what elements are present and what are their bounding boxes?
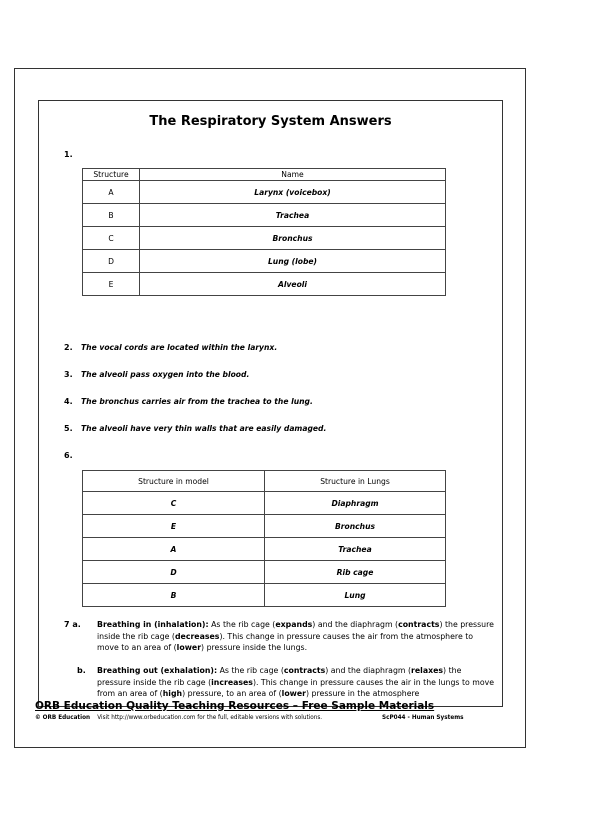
table-row [83, 181, 446, 204]
table-header-structure: Structure [83, 169, 140, 181]
table-row [83, 515, 446, 538]
model-lungs-table [82, 470, 446, 607]
model-cell: D [83, 561, 265, 584]
footer-visit-link[interactable]: Visit http://www.orbeducation.com for the full, editable versions with solutions. [97, 715, 323, 721]
answer-7a-lead: Breathing in (inhalation): [97, 620, 209, 629]
table-header-model: Structure in model [83, 471, 265, 492]
model-cell: B [83, 584, 265, 607]
lungs-cell: Trachea [265, 538, 446, 561]
table-row [83, 204, 446, 227]
question-5-answer: The alveoli have very thin walls that are easily damaged. [81, 424, 327, 433]
question-2-number: 2. [64, 343, 73, 352]
name-cell: Larynx (voicebox) [140, 181, 446, 204]
page-border [14, 68, 526, 748]
structure-name-table [82, 168, 446, 296]
worksheet-frame [38, 100, 503, 707]
question-7b-number: b. [77, 666, 86, 675]
answer-7b-lead: Breathing out (exhalation): [97, 666, 218, 675]
structure-cell: C [83, 227, 140, 250]
table-header-lungs: Structure in Lungs [265, 471, 446, 492]
answer-7a-paragraph: Breathing in (inhalation): As the rib cage (expands) and the diaphragm (contracts) the pressure inside the rib cage (decreases). This change in pressure causes the air from the atmosphere to move to an area of (lower) pressure inside the lungs. [97, 620, 494, 652]
lungs-cell: Lung [265, 584, 446, 607]
question-7a-number: 7 a. [64, 620, 81, 629]
table-row [83, 584, 446, 607]
question-3-number: 3. [64, 370, 73, 379]
table-header-name: Name [140, 169, 446, 181]
name-cell: Bronchus [140, 227, 446, 250]
lungs-cell: Diaphragm [265, 492, 446, 515]
name-cell: Trachea [140, 204, 446, 227]
table-row [83, 227, 446, 250]
footer-copyright: © ORB Education [35, 715, 91, 721]
table-row [83, 492, 446, 515]
question-4-number: 4. [64, 397, 73, 406]
table-row [83, 561, 446, 584]
table-row [83, 273, 446, 296]
table-row [83, 538, 446, 561]
model-cell: A [83, 538, 265, 561]
model-cell: C [83, 492, 265, 515]
footer-title: ORB Education Quality Teaching Resources – Free Sample Materials [35, 700, 435, 712]
lungs-cell: Rib cage [265, 561, 446, 584]
question-4-answer: The bronchus carries air from the trachea to the lung. [81, 397, 313, 406]
name-cell: Lung (lobe) [140, 250, 446, 273]
name-cell: Alveoli [140, 273, 446, 296]
footer-code: ScP044 - Human Systems [382, 715, 464, 721]
structure-cell: B [83, 204, 140, 227]
question-1-number: 1. [64, 150, 73, 159]
question-3-answer: The alveoli pass oxygen into the blood. [81, 370, 250, 379]
table-row [83, 250, 446, 273]
structure-cell: A [83, 181, 140, 204]
lungs-cell: Bronchus [265, 515, 446, 538]
question-2-answer: The vocal cords are located within the larynx. [81, 343, 278, 352]
answer-7b-paragraph: Breathing out (exhalation): As the rib cage (contracts) and the diaphragm (relaxes) the pressure inside the rib cage (increases). This change in pressure causes the air in the lungs to move from an area of (high) pressure, to an area of (lower) pressure in the atmosphere [97, 666, 495, 698]
structure-cell: E [83, 273, 140, 296]
model-cell: E [83, 515, 265, 538]
structure-cell: D [83, 250, 140, 273]
page-title: The Respiratory System Answers [149, 114, 392, 129]
question-6-number: 6. [64, 451, 73, 460]
footer-line [35, 715, 322, 721]
question-5-number: 5. [64, 424, 73, 433]
